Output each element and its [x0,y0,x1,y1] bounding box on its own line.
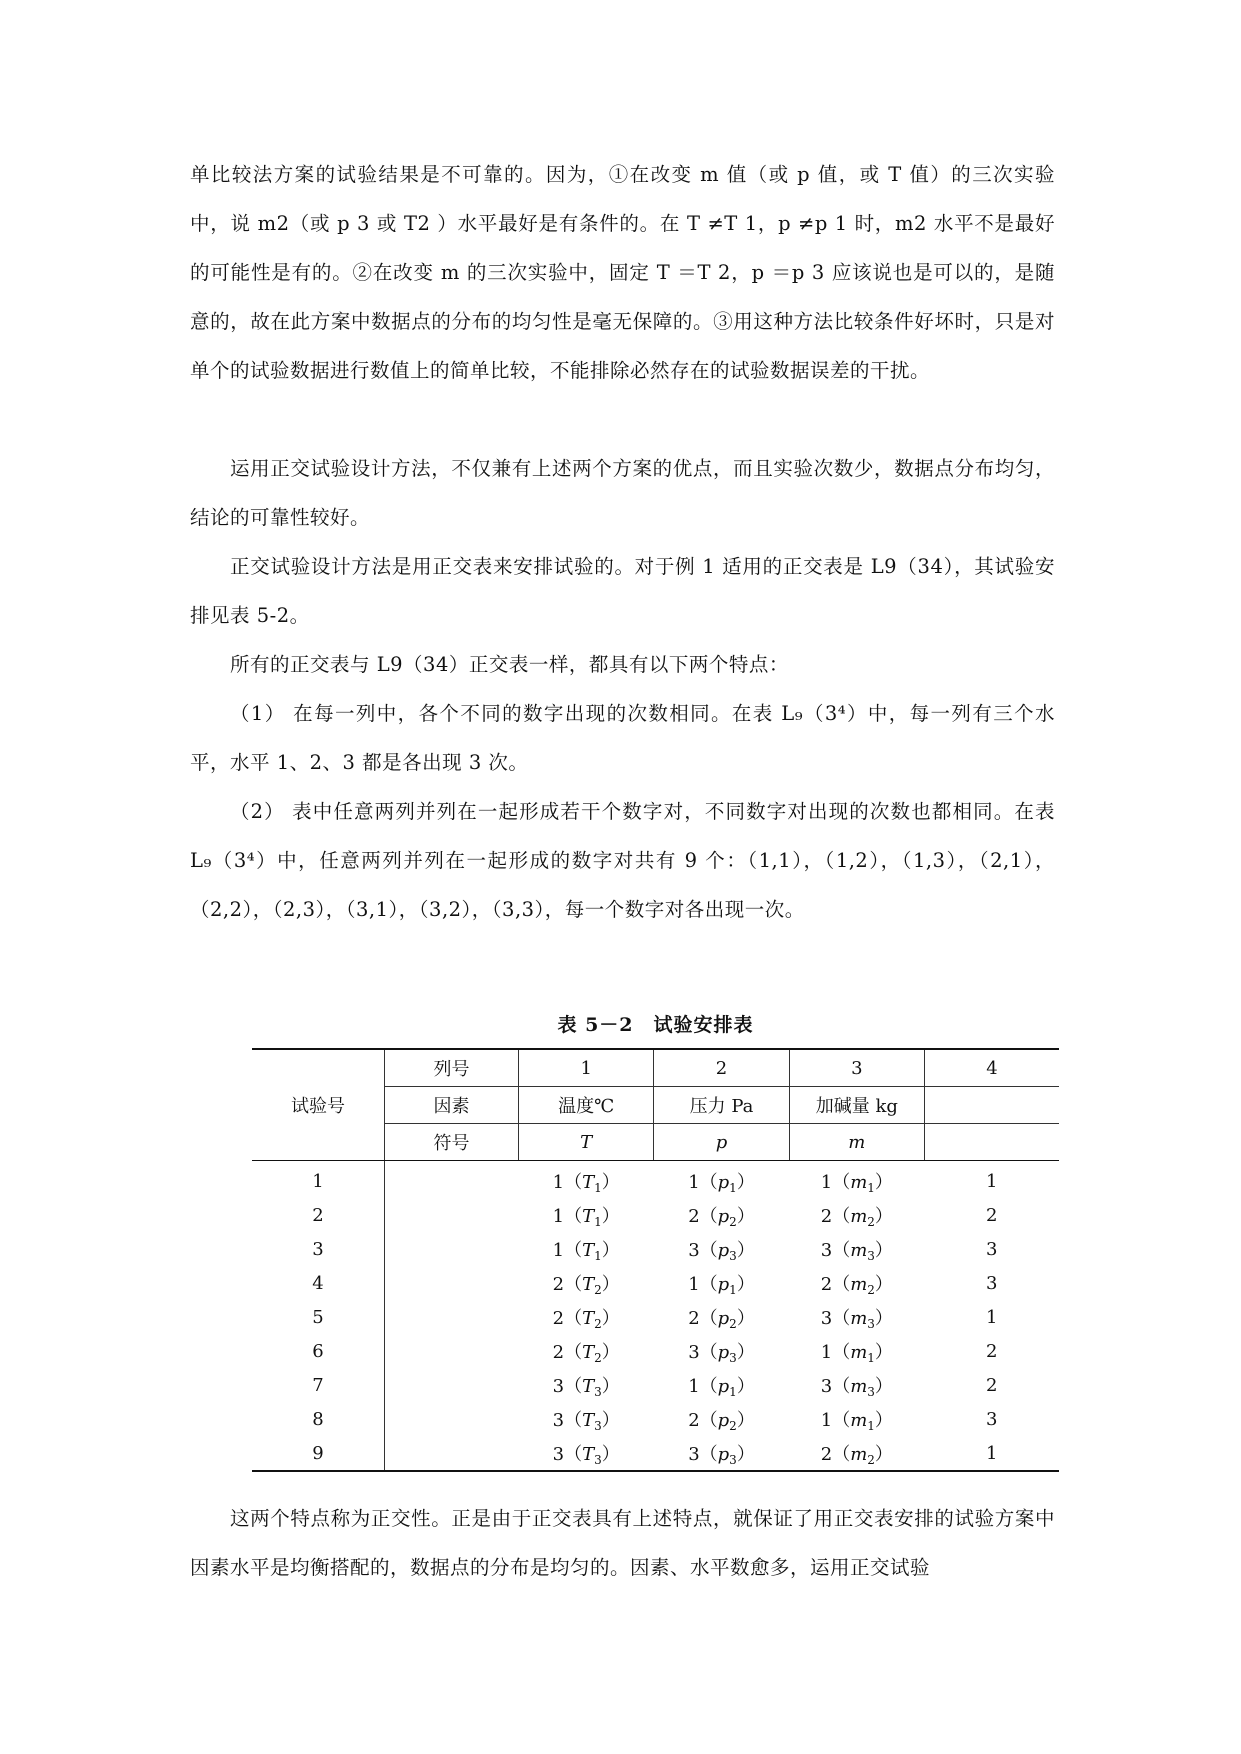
trial-number: 1 [312,1170,324,1192]
level-subscript: 2 [729,1418,737,1433]
trial-number: 9 [252,1436,385,1471]
temperature-level: $1(T_1)$ [552,1205,620,1229]
alkali-level: $2(m_2)$ [820,1273,893,1297]
row-label-blank [385,1266,519,1300]
level-value: 2 [552,1341,565,1363]
table-row [252,1198,1059,1232]
level-value: 3 [820,1239,833,1261]
level-value: 2 [820,1205,833,1227]
column-number-2: 2 [654,1049,789,1087]
level-subscript: 1 [729,1384,737,1399]
alkali-level: $2(m_2)$ [820,1205,893,1229]
temperature-level: $3(T_3)$ [552,1409,620,1433]
factor-empty [925,1087,1059,1124]
factor-pressure: 压力 Pa [654,1087,789,1124]
table-row [252,1368,1059,1402]
column-4-level: 2 [986,1204,998,1226]
paragraph-orthogonality: 这两个特点称为正交性。正是由于正交表具有上述特点，就保证了用正交表安排的试验方案中因素水平是均衡搭配的，数据点的分布是均匀的。因素、水平数愈多，运用正交试验 [190,1507,1055,1579]
level-value: 1 [688,1375,700,1397]
symbol-empty [925,1124,1059,1161]
row-label-blank [385,1436,519,1471]
level-subscript: 2 [729,1316,737,1331]
level-subscript: 3 [867,1384,875,1399]
level-value: 2 [688,1409,700,1431]
alkali-level: $1(m_1)$ [820,1409,893,1433]
table-row [252,1161,1059,1199]
level-subscript: 2 [594,1350,602,1365]
level-symbol: m [850,1409,868,1431]
level-subscript: 2 [867,1282,875,1297]
row-label-blank [385,1368,519,1402]
level-symbol: T [582,1375,595,1397]
level-subscript: 1 [594,1248,602,1263]
level-value: 2 [820,1443,833,1465]
trial-number-header: 试验号 [252,1049,385,1161]
experiment-arrangement-table [252,1048,1059,1472]
level-value: 3 [552,1375,565,1397]
column-4-level: 3 [986,1408,998,1430]
level-subscript: 2 [867,1214,875,1229]
level-value: 1 [552,1205,565,1227]
level-symbol: p [717,1409,730,1431]
temperature-level: $2(T_2)$ [552,1341,620,1365]
row-label-blank [385,1161,519,1199]
temperature-level: $1(T_1)$ [552,1239,620,1263]
level-value: 1 [820,1171,833,1193]
level-value: 3 [820,1375,833,1397]
level-symbol: m [850,1205,868,1227]
level-value: 3 [820,1307,833,1329]
pressure-level: $3(p_3)$ [654,1436,789,1471]
level-subscript: 3 [594,1418,602,1433]
level-subscript: 3 [594,1452,602,1467]
column-4-level: 1 [925,1436,1059,1471]
level-value: 3 [688,1239,700,1261]
level-subscript: 1 [594,1214,602,1229]
level-symbol: p [717,1307,730,1329]
level-symbol: m [850,1273,868,1295]
level-symbol: T [582,1341,595,1363]
level-symbol: m [850,1239,868,1261]
level-subscript: 2 [594,1282,602,1297]
level-symbol: p [717,1205,730,1227]
row-label-blank [385,1402,519,1436]
level-symbol: T [582,1171,595,1193]
level-subscript: 3 [729,1248,737,1263]
table-row [252,1402,1059,1436]
level-value: 3 [688,1341,700,1363]
level-value: 1 [552,1239,565,1261]
level-symbol: m [850,1443,868,1465]
column-number-4: 4 [925,1049,1059,1087]
trial-number: 4 [312,1272,324,1294]
table-row [252,1232,1059,1266]
temperature-level: $1(T_1)$ [552,1171,620,1195]
level-symbol: m [850,1375,868,1397]
factor-temperature: 温度℃ [519,1087,654,1124]
pressure-level: $1(p_1)$ [688,1273,755,1297]
alkali-level: $3(m_3)$ [820,1375,893,1399]
table-row [252,1266,1059,1300]
level-subscript: 1 [867,1418,875,1433]
level-symbol: T [582,1239,595,1261]
paragraph-orthogonal-table-intro: 正交试验设计方法是用正交表来安排试验的。对于例 1 适用的正交表是 L9（34），其试验安排见表 5-2。 [190,555,1055,627]
level-subscript: 3 [594,1384,602,1399]
level-subscript: 1 [729,1180,737,1195]
level-symbol: p [717,1273,730,1295]
pressure-level: $2(p_2)$ [688,1307,755,1331]
level-symbol: p [717,1239,730,1261]
pressure-level: $2(p_2)$ [688,1205,755,1229]
alkali-level: $3(m_3)$ [820,1307,893,1331]
temperature-level: $2(T_2)$ [552,1273,620,1297]
column-4-level: 3 [986,1238,998,1260]
table-row [252,1334,1059,1368]
paragraph-feature-2: （2） 表中任意两列并列在一起形成若干个数字对，不同数字对出现的次数也都相同。在表 L₉（3⁴）中，任意两列并列在一起形成的数字对共有 9 个：（1,1），（1,2），（1,3），（2,1），（2,2），（2,3），（3,1），（3,2），（3,3），每一个数字对各出现一次。 [190,800,1055,921]
symbol-T: T [519,1124,654,1161]
level-subscript: 2 [594,1316,602,1331]
level-symbol: T [582,1409,595,1431]
pressure-level: $3(p_3)$ [688,1239,755,1263]
temperature-level: $2(T_2)$ [552,1307,620,1331]
level-subscript: 1 [867,1350,875,1365]
column-number-1: 1 [519,1049,654,1087]
column-4-level: 1 [986,1170,998,1192]
level-symbol: p [717,1375,730,1397]
pressure-level: $1(p_1)$ [688,1171,755,1195]
row-label-blank [385,1300,519,1334]
symbol-p: p [654,1124,789,1161]
level-value: 2 [820,1273,833,1295]
level-value: 2 [552,1273,565,1295]
trial-number: 8 [312,1408,324,1430]
trial-number: 7 [312,1374,324,1396]
level-symbol: p [717,1443,730,1465]
trial-number: 5 [312,1306,324,1328]
row-label-blank [385,1334,519,1368]
table-title: 表 5－2 试验安排表 [557,1014,754,1036]
level-value: 3 [688,1443,700,1465]
paragraph-comparison-method: 单比较法方案的试验结果是不可靠的。因为，①在改变 m 值（或 p 值，或 T 值）的三次实验中，说 m2（或 p 3 或 T2 ）水平最好是有条件的。在 T ≠T 1，p ≠p 1 时，m2 水平不是最好的可能性是有的。②在改变 m 的三次实验中，固定 T ＝T 2，p ＝p 3 应该说也是可以的，是随意的，故在此方案中数据点的分布的均匀性是毫无保障的。③用这种方法比较条件好坏时，只是对单个的试验数据进行数值上的简单比较，不能排除必然存在的试验数据误差的干扰。 [190,163,1055,382]
level-value: 1 [820,1409,833,1431]
row-label-factor: 因素 [385,1087,519,1124]
level-subscript: 2 [729,1214,737,1229]
temperature-level: $3(T_3)$ [519,1436,654,1471]
column-4-level: 1 [986,1306,998,1328]
alkali-level: $2(m_2)$ [789,1436,924,1471]
paragraph-feature-1: （1） 在每一列中，各个不同的数字出现的次数相同。在表 L₉（3⁴）中，每一列有三个水平，水平 1、2、3 都是各出现 3 次。 [190,702,1055,774]
level-subscript: 3 [867,1248,875,1263]
column-4-level: 2 [986,1374,998,1396]
row-label-blank [385,1232,519,1266]
level-subscript: 3 [729,1452,737,1467]
pressure-level: $2(p_2)$ [688,1409,755,1433]
row-label-blank [385,1198,519,1232]
level-value: 3 [552,1409,565,1431]
alkali-level: $3(m_3)$ [820,1239,893,1263]
level-symbol: T [582,1443,595,1465]
level-symbol: T [582,1273,595,1295]
table-header-row-column-number [252,1049,1059,1087]
level-value: 1 [688,1171,700,1193]
level-subscript: 3 [867,1316,875,1331]
level-symbol: m [850,1341,868,1363]
alkali-level: $1(m_1)$ [820,1341,893,1365]
level-symbol: m [850,1307,868,1329]
pressure-level: $1(p_1)$ [688,1375,755,1399]
level-subscript: 3 [729,1350,737,1365]
table-row [252,1300,1059,1334]
trial-number: 2 [312,1204,324,1226]
level-value: 1 [820,1341,833,1363]
level-symbol: T [582,1205,595,1227]
level-value: 1 [688,1273,700,1295]
level-symbol: m [850,1171,868,1193]
level-value: 2 [688,1205,700,1227]
alkali-level: $1(m_1)$ [820,1171,893,1195]
level-value: 3 [552,1443,565,1465]
factor-alkali-amount: 加碱量 kg [789,1087,924,1124]
column-number-3: 3 [789,1049,924,1087]
level-value: 1 [552,1171,565,1193]
level-symbol: p [717,1171,730,1193]
symbol-m: m [789,1124,924,1161]
level-subscript: 1 [867,1180,875,1195]
level-subscript: 1 [594,1180,602,1195]
trial-number: 6 [312,1340,324,1362]
column-4-level: 2 [986,1340,998,1362]
pressure-level: $3(p_3)$ [688,1341,755,1365]
level-subscript: 1 [729,1282,737,1297]
level-value: 2 [552,1307,565,1329]
level-symbol: T [582,1307,595,1329]
level-value: 2 [688,1307,700,1329]
row-label-column-number: 列号 [385,1049,519,1087]
level-subscript: 2 [867,1452,875,1467]
trial-number: 3 [312,1238,324,1260]
level-symbol: p [717,1341,730,1363]
paragraph-two-features: 所有的正交表与 L9（34）正交表一样，都具有以下两个特点： [230,653,789,676]
temperature-level: $3(T_3)$ [552,1375,620,1399]
row-label-symbol: 符号 [385,1124,519,1161]
paragraph-orthogonal-advantage: 运用正交试验设计方法，不仅兼有上述两个方案的优点，而且实验次数少，数据点分布均匀，结论的可靠性较好。 [190,457,1055,529]
column-4-level: 3 [986,1272,998,1294]
table-row [252,1436,1059,1471]
